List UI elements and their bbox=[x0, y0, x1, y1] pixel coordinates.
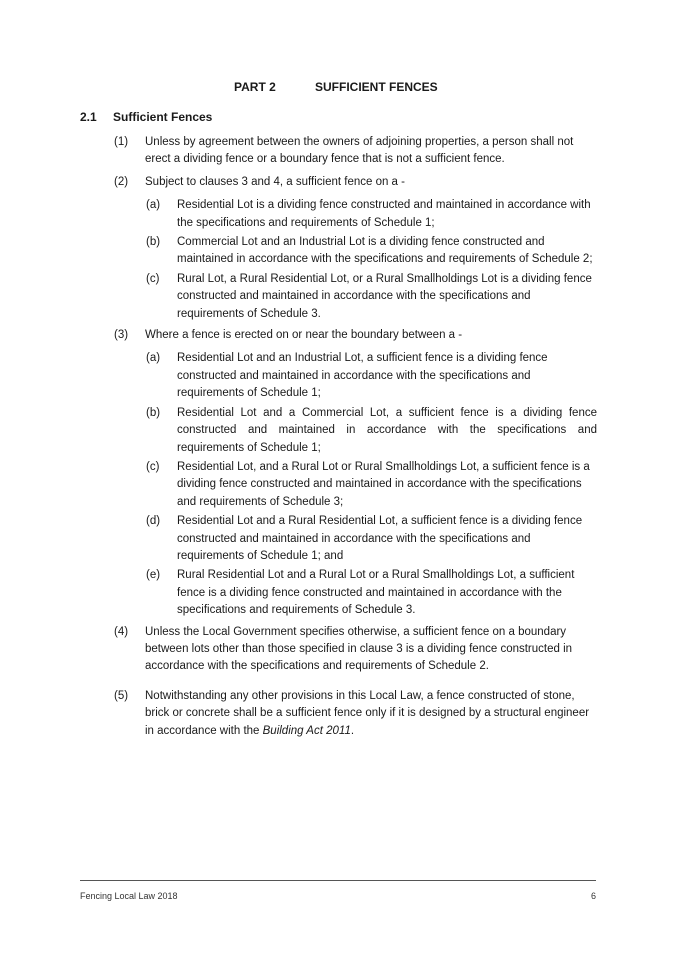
subclause-3c bbox=[0, 459, 675, 511]
clause-text-end: . bbox=[350, 724, 355, 737]
subclause-2c bbox=[0, 271, 675, 323]
subclause-text: Commercial Lot and an Industrial Lot is a dividing fence constructed and maintained in accordance with the specifications and requirements of Schedule 2; bbox=[177, 236, 593, 266]
clause-text: Subject to clauses 3 and 4, a sufficient fence on a - bbox=[145, 175, 405, 188]
part-title: SUFFICIENT FENCES bbox=[315, 80, 438, 94]
footer-page-number: 6 bbox=[590, 891, 596, 901]
part-number: PART 2 bbox=[234, 80, 276, 94]
subclause-text: Residential Lot and a Commercial Lot, a sufficient fence is a dividing fence constructed and maintained in accordance with the specifications and requirements of Schedule 1; bbox=[177, 406, 597, 454]
subclause-number: (b) bbox=[146, 236, 161, 249]
subclause-number: (b) bbox=[146, 406, 161, 419]
act-title: Building Act 2011 bbox=[262, 724, 351, 737]
subclause-2b bbox=[0, 234, 675, 269]
clause-number: (4) bbox=[114, 625, 129, 638]
section-title: Sufficient Fences bbox=[113, 110, 213, 124]
subclause-text: Residential Lot, and a Rural Lot or Rural Smallholdings Lot, a sufficient fence is a dividing fence constructed and maintained in accordance with the specifications and requirements of Schedule 3; bbox=[177, 460, 590, 508]
subclause-3b bbox=[0, 405, 675, 457]
subclause-number: (d) bbox=[146, 515, 161, 528]
subclause-text: Residential Lot and a Rural Residential Lot, a sufficient fence is a dividing fence constructed and maintained in accordance with the specifications and requirements of Schedule 1; and bbox=[177, 515, 583, 562]
section-body bbox=[0, 134, 675, 745]
subclause-2a bbox=[0, 197, 675, 232]
clause-number: (1) bbox=[114, 136, 129, 148]
subclause-text: Residential Lot and an Industrial Lot, a sufficient fence is a dividing fence constructed and maintained in accordance with the specifications and requirements of Schedule 1; bbox=[177, 352, 548, 400]
subclause-number: (a) bbox=[146, 352, 161, 365]
clause-text: Where a fence is erected on or near the boundary between a - bbox=[145, 329, 463, 342]
clause-3 bbox=[0, 327, 675, 344]
clause-4 bbox=[0, 624, 675, 676]
subclause-text: Rural Lot, a Rural Residential Lot, or a Rural Smallholdings Lot is a dividing fence constructed and maintained in accordance with the specifications and requirements of Schedule 3. bbox=[177, 272, 592, 320]
subclause-3a bbox=[0, 350, 675, 402]
subclause-number: (e) bbox=[146, 569, 161, 582]
clause-5 bbox=[0, 688, 675, 740]
section-number: 2.1 bbox=[80, 110, 97, 124]
clause-number: (2) bbox=[114, 175, 129, 188]
subclause-3e bbox=[0, 567, 675, 619]
footer-document-title: Fencing Local Law 2018 bbox=[80, 891, 178, 901]
clause-text: Unless the Local Government specifies otherwise, a sufficient fence on a boundary between lots other than those specified in clause 3 is a dividing fence constructed in accordance with the specifications and requirements of Schedule 2. bbox=[145, 625, 573, 673]
subclause-text: Residential Lot is a dividing fence constructed and maintained in accordance with the specifications and requirements of Schedule 1; bbox=[177, 199, 591, 229]
subclause-3d bbox=[0, 513, 675, 565]
subclause-number: (c) bbox=[146, 272, 160, 285]
clause-number: (3) bbox=[114, 329, 129, 342]
subclause-number: (c) bbox=[146, 460, 160, 473]
clause-text: Unless by agreement between the owners of adjoining properties, a person shall not erect a dividing fence or a boundary fence that is not a sufficient fence. bbox=[145, 136, 574, 166]
clause-1 bbox=[0, 134, 675, 169]
clause-2 bbox=[0, 174, 675, 191]
clause-number: (5) bbox=[114, 689, 129, 702]
subclause-text: Rural Residential Lot and a Rural Lot or a Rural Smallholdings Lot, a sufficient fence is a dividing fence constructed and maintained in accordance with the specifications and requirements of Schedule 3. bbox=[177, 569, 575, 617]
subclause-number: (a) bbox=[146, 199, 161, 212]
clause-text bbox=[145, 688, 597, 740]
footer-divider bbox=[80, 880, 596, 881]
clause-text-part: Notwithstanding any other provisions in this Local Law, a fence constructed of stone, brick or concrete shall be a sufficient fence only if it is designed by a structural engineer in accordance with the bbox=[145, 689, 590, 737]
